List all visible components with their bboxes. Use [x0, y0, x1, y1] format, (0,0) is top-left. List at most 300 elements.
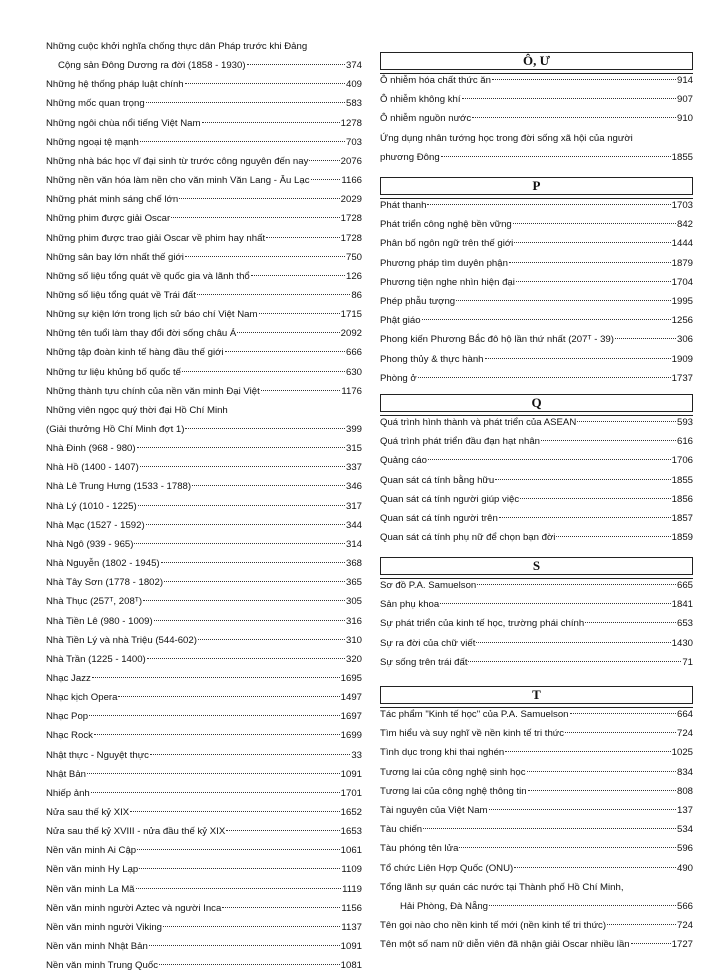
page-number: 71 — [682, 656, 693, 668]
page-number: 314 — [345, 538, 362, 550]
page-number: 399 — [345, 424, 362, 435]
index-entry — [46, 480, 362, 494]
page-number: 616 — [676, 436, 693, 448]
index-entry — [46, 212, 362, 226]
dot-leader — [185, 428, 345, 429]
index-entry — [380, 372, 693, 386]
entry-title: Tên một số nam nữ diễn viên đã nhận giải Oscar nhiều lần — [380, 939, 630, 951]
index-entry — [380, 493, 693, 507]
entry-title: Nhà Lý (1010 - 1225) — [46, 500, 137, 512]
dot-leader — [266, 237, 340, 238]
index-entry — [46, 174, 362, 188]
entry-title: Những số liệu tổng quát về Trái đất — [46, 289, 196, 301]
entry-title: Tình dục trong khi thai nghén — [380, 747, 505, 759]
page-number: 914 — [676, 75, 693, 86]
dot-leader — [259, 313, 340, 314]
dot-leader — [456, 300, 671, 301]
dot-leader — [251, 275, 345, 276]
index-entry — [46, 442, 362, 456]
dot-leader — [468, 661, 681, 662]
page-number: 346 — [345, 481, 362, 493]
dot-leader — [615, 338, 676, 339]
dot-leader — [140, 466, 345, 467]
entry-title: Những phim được giải Oscar — [46, 213, 171, 225]
dot-leader — [247, 64, 345, 65]
entry-title: Quá trình hình thành và phát triển của ASEAN — [380, 417, 577, 428]
entry-title: Phật giáo — [380, 315, 421, 327]
index-entry — [380, 218, 693, 232]
dot-leader — [139, 868, 340, 869]
entry-title: Nền văn minh Nhật Bản — [46, 941, 148, 953]
index-entry — [380, 314, 693, 328]
dot-leader — [237, 332, 339, 333]
index-entry — [46, 136, 362, 150]
dot-leader — [527, 771, 676, 772]
index-entry — [46, 270, 362, 284]
entry-title: Sơ đồ P.A. Samuelson — [380, 580, 477, 591]
index-entry — [46, 78, 362, 92]
page-number: 1061 — [340, 845, 362, 857]
dot-leader — [509, 262, 671, 263]
entry-title: Quá trình phát triển đầu đạn hạt nhân — [380, 436, 541, 448]
page-number: 1995 — [671, 296, 693, 307]
dot-leader — [222, 907, 340, 908]
page-number: 910 — [676, 113, 693, 125]
entry-title: Tương lai của công nghệ thông tin — [380, 785, 527, 797]
dot-leader — [485, 358, 671, 359]
page-number: 1697 — [340, 711, 362, 723]
index-entry — [380, 617, 693, 631]
dot-leader — [154, 620, 345, 621]
dot-leader — [137, 849, 340, 850]
entry-title: Phong kiến Phương Bắc đô hộ lần thứ nhất (207ᵀ - 39) — [380, 334, 614, 346]
entry-title: Phép phẫu tượng — [380, 296, 456, 307]
entry-title: Nhà Hồ (1400 - 1407) — [46, 462, 139, 474]
page-number: 1444 — [671, 238, 693, 250]
page-number: 1256 — [671, 315, 693, 327]
entry-title: Những ngoại tệ mạnh — [46, 136, 139, 148]
dot-leader — [541, 440, 676, 441]
entry-title: Nhà Lê Trung Hưng (1533 - 1788) — [46, 481, 192, 493]
dot-leader — [440, 603, 670, 604]
page-number: 665 — [676, 580, 693, 591]
dot-leader — [428, 459, 671, 460]
entry-title: Những tên tuổi làm thay đổi đời sống châu Á — [46, 328, 237, 340]
page-number: 310 — [345, 634, 362, 646]
page-number: 2029 — [340, 194, 362, 206]
index-entry — [46, 691, 362, 705]
index-entry — [46, 653, 362, 667]
page-number: 596 — [676, 843, 693, 855]
dot-leader — [309, 160, 339, 161]
page-number: 750 — [345, 251, 362, 263]
index-entry — [380, 333, 693, 347]
dot-leader — [118, 696, 339, 697]
index-entry — [380, 112, 693, 126]
dot-leader — [92, 677, 340, 678]
dot-leader — [159, 964, 340, 965]
entry-title: Những sân bay lớn nhất thế giới — [46, 251, 184, 263]
page-number: 1176 — [341, 385, 362, 397]
index-entry — [380, 785, 693, 799]
dot-leader — [476, 642, 670, 643]
entry-title: Những cuộc khởi nghĩa chống thực dân Pháp trước khi Đảng — [46, 41, 308, 52]
dot-leader — [225, 351, 345, 352]
page-number: 306 — [676, 334, 693, 346]
dot-leader — [520, 498, 671, 499]
index-entry — [380, 237, 693, 251]
page-number: 1706 — [671, 455, 693, 467]
dot-leader — [505, 751, 670, 752]
index-entry — [380, 900, 693, 914]
dot-leader — [179, 198, 339, 199]
index-entry — [46, 959, 362, 973]
index-entry — [46, 729, 362, 743]
page-number: 907 — [676, 94, 693, 106]
index-entry — [46, 40, 362, 54]
dot-leader — [89, 715, 340, 716]
dot-leader — [492, 79, 676, 80]
entry-title: Những viên ngọc quý thời đại Hồ Chí Minh — [46, 404, 228, 416]
dot-leader — [418, 377, 671, 378]
entry-title: Ô nhiễm không khí — [380, 94, 461, 106]
dot-leader — [87, 773, 340, 774]
index-entry — [46, 825, 362, 839]
dot-leader — [556, 536, 670, 537]
section-header: Q — [380, 394, 693, 412]
index-entry — [46, 155, 362, 169]
page-number: 1137 — [341, 921, 362, 933]
page-number: 1879 — [671, 257, 693, 269]
entry-title: Sự phát triển của kinh tế học, trường phái chính — [380, 618, 585, 630]
entry-title: Phát thanh — [380, 200, 427, 211]
dot-leader — [146, 524, 345, 525]
dot-leader — [311, 179, 341, 180]
dot-leader — [570, 713, 676, 714]
dot-leader — [226, 830, 339, 831]
page-number: 1737 — [671, 372, 693, 384]
page-number: 1091 — [340, 941, 362, 953]
index-entry — [46, 346, 362, 360]
index-entry — [46, 844, 362, 858]
page-number: 808 — [676, 785, 693, 797]
index-entry — [380, 881, 693, 895]
index-entry — [46, 710, 362, 724]
dot-leader — [489, 905, 676, 906]
page-number: 1715 — [340, 309, 362, 321]
dot-leader — [423, 828, 676, 829]
index-entry — [46, 289, 362, 303]
index-entry — [380, 132, 693, 146]
entry-title: Phòng ở — [380, 372, 417, 384]
dot-leader — [185, 256, 345, 257]
index-entry — [46, 576, 362, 590]
index-entry — [380, 295, 693, 309]
entry-title: Những sự kiện lớn trong lịch sử báo chí Việt Nam — [46, 309, 258, 321]
dot-leader — [198, 639, 345, 640]
page-number: 490 — [676, 862, 693, 874]
dot-leader — [441, 156, 671, 157]
index-entry — [380, 151, 693, 165]
index-entry — [46, 519, 362, 533]
entry-title: Những mốc quan trọng — [46, 98, 145, 110]
dot-leader — [171, 217, 339, 218]
entry-title: Nhà Thục (257ᵀ, 208ᵀ) — [46, 596, 143, 608]
page-number: 1841 — [671, 599, 693, 611]
entry-title: Phương tiện nghe nhìn hiện đại — [380, 276, 515, 288]
page-number: 365 — [345, 577, 362, 589]
entry-title: Nhiếp ảnh — [46, 787, 90, 799]
entry-title: Tàu chiến — [380, 824, 423, 836]
dot-leader — [143, 600, 345, 601]
section-header: T — [380, 686, 693, 704]
dot-leader — [163, 926, 340, 927]
dot-leader — [185, 83, 345, 84]
index-entry — [380, 416, 693, 430]
index-entry — [46, 768, 362, 782]
index-entry — [46, 193, 362, 207]
entry-title: (Giải thưởng Hồ Chí Minh đợt 1) — [46, 424, 185, 435]
entry-title: Những số liệu tổng quát về quốc gia và lãnh thổ — [46, 270, 250, 282]
page-number: 664 — [676, 709, 693, 720]
index-entry — [46, 672, 362, 686]
index-entry — [380, 842, 693, 856]
page-number: 1728 — [340, 213, 362, 225]
page-number: 344 — [345, 519, 362, 531]
dot-leader — [577, 421, 676, 422]
page-number: 666 — [345, 347, 362, 359]
dot-leader — [472, 117, 676, 118]
entry-title: Những thành tựu chính của nền văn minh Đại Việt — [46, 385, 260, 397]
page-number: 583 — [345, 98, 362, 110]
dot-leader — [137, 447, 345, 448]
page-number: 566 — [676, 901, 693, 912]
dot-leader — [164, 581, 345, 582]
entry-title: Những tư liệu khủng bố quốc tế — [46, 366, 181, 378]
entry-title: Quan sát cá tính người giúp việc — [380, 493, 520, 505]
page-number: 834 — [676, 766, 693, 778]
dot-leader — [565, 732, 676, 733]
page-number: 1701 — [340, 787, 362, 799]
page-number: 1856 — [671, 493, 693, 505]
index-entry — [380, 804, 693, 818]
entry-title: Phương pháp tìm duyên phận — [380, 257, 508, 269]
page-number: 703 — [345, 136, 362, 148]
dot-leader — [477, 584, 676, 585]
entry-title: Quan sát cá tính bằng hữu — [380, 474, 495, 486]
dot-leader — [146, 102, 345, 103]
entry-title: Tổ chức Liên Hợp Quốc (ONU) — [380, 862, 514, 874]
dot-leader — [528, 790, 676, 791]
entry-title: Nhà Tiền Lý và nhà Triệu (544-602) — [46, 634, 197, 646]
entry-title: Hải Phòng, Đà Nẵng — [400, 901, 488, 912]
page-number: 1727 — [671, 939, 693, 951]
page-number: 1109 — [341, 864, 362, 876]
entry-title: Nền văn minh Trung Quốc — [46, 960, 158, 972]
dot-leader — [585, 622, 676, 623]
entry-title: Nhật Bản — [46, 768, 87, 780]
index-entry — [380, 512, 693, 526]
index-entry — [46, 251, 362, 265]
page-number: 1025 — [671, 747, 693, 759]
index-entry — [380, 531, 693, 545]
entry-title: Tài nguyên của Việt Nam — [380, 805, 488, 816]
page-number: 126 — [345, 270, 362, 282]
entry-title: Nửa sau thế kỷ XVIII - nửa đầu thế kỷ XIX — [46, 826, 226, 838]
index-entry — [46, 787, 362, 801]
page-number: 1703 — [671, 200, 693, 211]
dot-leader — [516, 281, 671, 282]
entry-title: Quan sát cá tính phụ nữ để chọn bạn đời — [380, 532, 556, 544]
section-header: P — [380, 177, 693, 195]
entry-title: Phân bố ngôn ngữ trên thế giới — [380, 238, 514, 250]
page-number: 1119 — [342, 883, 362, 895]
index-entry — [380, 938, 693, 952]
entry-title: Nhà Tây Sơn (1778 - 1802) — [46, 577, 164, 589]
index-entry — [380, 74, 693, 88]
entry-title: Nửa sau thế kỷ XIX — [46, 807, 130, 818]
index-entry — [46, 117, 362, 131]
index-entry — [380, 474, 693, 488]
page-number: 653 — [676, 618, 693, 630]
index-entry — [380, 727, 693, 741]
entry-title: Những nhà bác học vĩ đại sinh từ trước công nguyên đến nay — [46, 155, 309, 167]
dot-leader — [136, 888, 342, 889]
dot-leader — [631, 943, 671, 944]
entry-title: Nhà Đinh (968 - 980) — [46, 443, 136, 455]
entry-title: Quảng cáo — [380, 455, 427, 467]
page-number: 337 — [345, 462, 362, 474]
dot-leader — [130, 811, 339, 812]
entry-title: Sự ra đời của chữ viết — [380, 637, 476, 649]
dot-leader — [462, 98, 676, 99]
entry-title: Nền văn minh La Mã — [46, 883, 135, 895]
index-entry — [46, 500, 362, 514]
entry-title: Cộng sản Đông Dương ra đời (1858 - 1930) — [58, 60, 246, 72]
index-entry — [46, 59, 362, 73]
page-number: 1857 — [671, 513, 693, 524]
page-number: 1695 — [340, 672, 362, 684]
index-entry — [380, 257, 693, 271]
section-header: S — [380, 557, 693, 575]
page-number: 2092 — [340, 328, 362, 340]
page-number: 368 — [345, 558, 362, 570]
index-entry — [380, 746, 693, 760]
entry-title: Ứng dụng nhân tướng học trong đời sống xã hội của người — [380, 132, 633, 144]
index-entry — [380, 766, 693, 780]
index-entry — [46, 538, 362, 552]
index-entry — [380, 93, 693, 107]
dot-leader — [161, 562, 345, 563]
entry-title: Tương lai của công nghệ sinh học — [380, 766, 526, 778]
index-entry — [380, 454, 693, 468]
page-number: 1166 — [341, 175, 362, 187]
entry-title: Những tập đoàn kinh tế hàng đầu thế giới — [46, 347, 224, 359]
index-entry — [380, 435, 693, 449]
index-entry — [46, 806, 362, 820]
index-entry — [46, 385, 362, 399]
entry-title: Nền văn minh Hy Lạp — [46, 864, 139, 876]
entry-title: Những phát minh sáng chế lớn — [46, 194, 179, 206]
index-entry — [380, 276, 693, 290]
entry-title: Sản phụ khoa — [380, 599, 440, 611]
index-entry — [380, 919, 693, 933]
entry-title: Những phim được trao giải Oscar về phim hay nhất — [46, 232, 266, 244]
index-entry — [380, 708, 693, 722]
page-number: 316 — [345, 615, 362, 627]
dot-leader — [197, 294, 350, 295]
page-number: 1699 — [340, 730, 362, 742]
entry-title: Nhạc Pop — [46, 711, 89, 723]
page-number: 137 — [676, 805, 693, 816]
index-entry — [46, 308, 362, 322]
dot-leader — [182, 371, 345, 372]
entry-title: phương Đông — [380, 151, 440, 163]
index-entry — [46, 461, 362, 475]
entry-title: Nền văn minh người Aztec và người Inca — [46, 902, 222, 914]
page-number: 1497 — [340, 692, 362, 704]
index-entry — [46, 615, 362, 629]
entry-title: Tổng lãnh sự quán các nước tại Thành phố Hồ Chí Minh, — [380, 881, 624, 893]
index-entry — [380, 199, 693, 213]
entry-title: Nhà Ngô (939 - 965) — [46, 538, 134, 550]
page-number: 1081 — [340, 960, 362, 972]
index-entry — [46, 634, 362, 648]
page-number: 1653 — [340, 826, 362, 838]
entry-title: Phong thủy & thực hành — [380, 353, 484, 365]
index-entry — [380, 823, 693, 837]
page-number: 305 — [345, 596, 362, 608]
dot-leader — [261, 390, 341, 391]
dot-leader — [140, 141, 345, 142]
page-number: 724 — [676, 728, 693, 740]
index-entry — [46, 863, 362, 877]
entry-title: Sự sống trên trái đất — [380, 656, 468, 668]
entry-title: Ô nhiễm hóa chất thức ăn — [380, 75, 491, 86]
entry-title: Những ngôi chùa nổi tiếng Việt Nam — [46, 117, 201, 129]
index-entry — [380, 637, 693, 651]
entry-title: Nhạc kịch Opera — [46, 692, 118, 704]
entry-title: Những nền văn hóa làm nền cho văn minh Văn Lang - Âu Lạc — [46, 175, 310, 187]
dot-leader — [489, 809, 676, 810]
page-number: 724 — [676, 920, 693, 932]
index-entry — [380, 353, 693, 367]
dot-leader — [91, 792, 340, 793]
page-number: 374 — [345, 60, 362, 72]
index-entry — [46, 557, 362, 571]
index-entry — [46, 366, 362, 380]
page-number: 409 — [345, 79, 362, 91]
index-entry — [380, 598, 693, 612]
index-entry — [46, 423, 362, 437]
index-entry — [46, 404, 362, 418]
page-number: 593 — [676, 417, 693, 428]
dot-leader — [427, 204, 670, 205]
entry-title: Nhà Trần (1225 - 1400) — [46, 653, 146, 665]
dot-leader — [149, 945, 340, 946]
index-entry — [380, 579, 693, 593]
page-number: 1430 — [671, 637, 693, 649]
index-entry — [46, 940, 362, 954]
entry-title: Tìm hiểu và suy nghĩ về nền kinh tế tri thức — [380, 728, 564, 740]
index-entry — [380, 862, 693, 876]
dot-leader — [147, 658, 345, 659]
page-number: 1855 — [671, 474, 693, 486]
page-number: 1278 — [340, 117, 362, 129]
page-number: 1909 — [671, 353, 693, 365]
page-number: 317 — [345, 500, 362, 512]
page-number: 1859 — [671, 532, 693, 544]
